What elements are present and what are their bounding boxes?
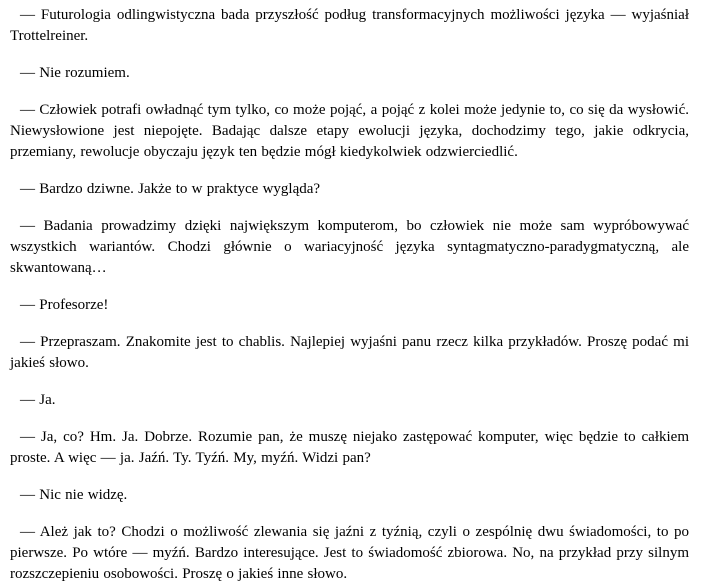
paragraph-11: — Ależ jak to? Chodzi o możliwość zlewania się jaźni z tyźnią, czyli o zespólnię dwu świadomości, to po pierwsze. Po wtóre — myźń. Bardzo interesujące. Jest to świadomość zbiorowa. No, na przykład przy silnym rozszczepieniu osobowości. Proszę o jakieś inne słowo. bbox=[10, 524, 689, 582]
paragraph-2: — Nie rozumiem. bbox=[20, 65, 130, 81]
paragraph-10: — Nic nie widzę. bbox=[20, 487, 128, 503]
paragraph-8: — Ja. bbox=[20, 392, 56, 408]
paragraph-3: — Człowiek potrafi owładnąć tym tylko, co może pojąć, a pojąć z kolei może jedynie to, co się da wysłowić. Niewysłowione jest niepojęte. Badając dalsze etapy ewolucji języka, dochodzimy tego, jakie odkrycia, przemiany, rewolucje obyczaju język ten będzie mógł kiedykolwiek odzwierciedlić. bbox=[10, 102, 689, 160]
paragraph-5: — Badania prowadzimy dzięki największym komputerom, bo człowiek nie może sam wypróbowywać wszystkich wariantów. Chodzi głównie o wariacyjność języka syntagmatyczno-paradygmatyczną, ale skwantowaną… bbox=[10, 218, 689, 276]
paragraph-7: — Przepraszam. Znakomite jest to chablis. Najlepiej wyjaśni panu rzecz kilka przykładów. Proszę podać mi jakieś słowo. bbox=[10, 334, 689, 371]
paragraph-9: — Ja, co? Hm. Ja. Dobrze. Rozumie pan, że muszę niejako zastępować komputer, więc będzie to całkiem proste. A więc — ja. Jaźń. Ty. Tyźń. My, myźń. Widzi pan? bbox=[10, 429, 689, 466]
paragraph-1: — Futurologia odlingwistyczna bada przyszłość podług transformacyjnych możliwości języka — wyjaśniał Trottelreiner. bbox=[10, 7, 689, 44]
paragraph-6: — Profesorze! bbox=[20, 297, 109, 313]
paragraph-4: — Bardzo dziwne. Jakże to w praktyce wygląda? bbox=[20, 181, 321, 197]
